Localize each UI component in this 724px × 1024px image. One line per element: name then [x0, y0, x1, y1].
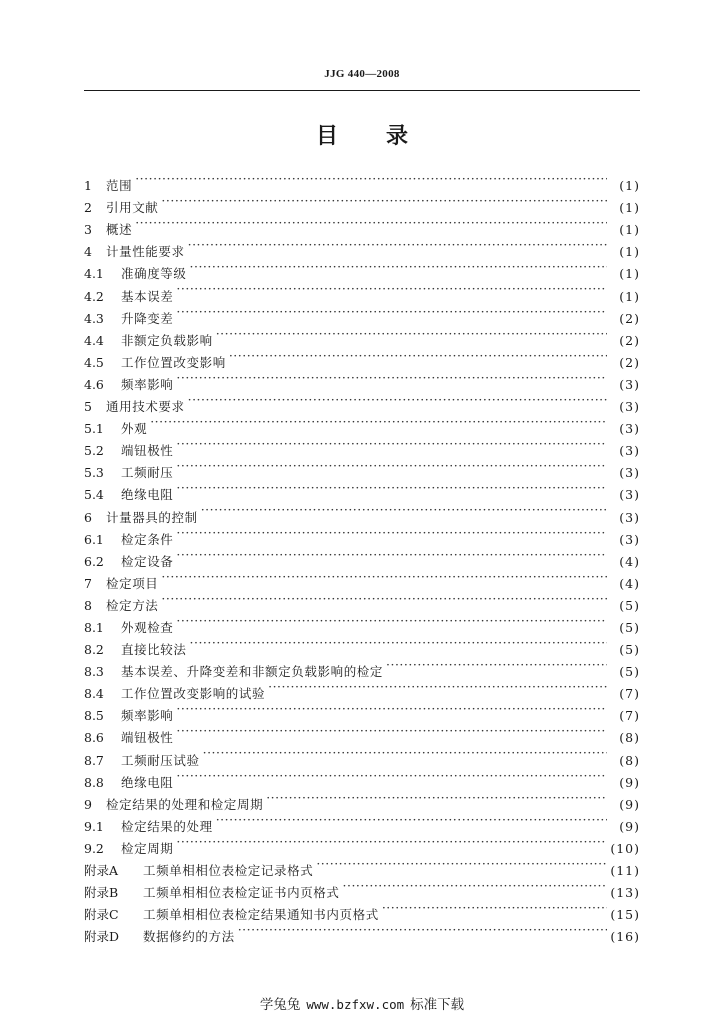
page-title: 目录	[315, 124, 456, 149]
toc-entry-page: (15)	[610, 907, 640, 923]
toc-entry-title: 检定周期	[121, 840, 174, 856]
toc-dot-leader	[343, 875, 607, 897]
toc-dot-leader	[176, 367, 607, 389]
toc-dot-leader	[268, 676, 607, 698]
toc-dot-leader	[176, 720, 607, 742]
toc-dot-leader	[188, 389, 607, 411]
toc-entry-number: 附录D	[84, 929, 120, 945]
toc-entry-page: (3)	[619, 399, 640, 415]
toc-entry-page: (5)	[619, 642, 640, 658]
toc-entry-page: (9)	[619, 796, 640, 812]
toc-dot-leader	[176, 301, 607, 323]
toc-dot-leader	[176, 477, 607, 499]
toc-dot-leader	[382, 897, 607, 919]
toc-entry-page: (8)	[619, 730, 640, 746]
toc-entry-number: 5.2	[84, 443, 104, 459]
toc-dot-leader	[161, 190, 607, 212]
toc-dot-leader	[190, 256, 607, 278]
toc-dot-leader	[238, 919, 607, 941]
toc-entry-page: (1)	[619, 288, 640, 304]
toc-entry-page: (3)	[619, 531, 640, 547]
toc-entry-title: 频率影响	[121, 708, 174, 724]
toc-entry[interactable]	[84, 190, 640, 216]
toc-entry-number: 7	[84, 575, 92, 591]
toc-entry-page: (13)	[610, 885, 640, 901]
toc-entry-title: 计量性能要求	[106, 244, 185, 260]
toc-dot-leader	[176, 698, 607, 720]
toc-dot-leader	[161, 588, 607, 610]
toc-entry[interactable]	[84, 212, 640, 238]
toc-dot-leader	[135, 212, 607, 234]
toc-entry-page: (1)	[619, 178, 640, 194]
footer-watermark	[0, 993, 724, 1013]
toc-entry-number: 8.6	[84, 730, 104, 746]
toc-entry-page: (2)	[619, 310, 640, 326]
toc-entry-title: 端钮极性	[121, 443, 174, 459]
toc-entry[interactable]	[84, 411, 640, 437]
toc-entry-number: 9.2	[84, 840, 104, 856]
toc-entry-number: 3	[84, 222, 92, 238]
toc-dot-leader	[161, 566, 607, 588]
toc-entry-page: (2)	[619, 354, 640, 370]
toc-entry[interactable]	[84, 168, 640, 194]
toc-dot-leader	[229, 345, 607, 367]
toc-entry-page: (5)	[619, 619, 640, 635]
footer-tagline: 标准下载	[410, 997, 465, 1013]
toc-entry-page: (3)	[619, 465, 640, 481]
toc-entry-title: 检定方法	[106, 597, 159, 613]
toc-entry-title: 升降变差	[121, 310, 174, 326]
toc-entry-title: 基本误差	[121, 288, 174, 304]
toc-entry-number: 4.6	[84, 376, 104, 392]
toc-entry-title: 绝缘电阻	[121, 487, 174, 503]
toc-entry-page: (7)	[619, 686, 640, 702]
toc-entry-number: 9	[84, 796, 92, 812]
toc-dot-leader	[216, 323, 607, 345]
toc-entry-title: 端钮极性	[121, 730, 174, 746]
toc-entry-number: 9.1	[84, 818, 104, 834]
toc-entry-page: (3)	[619, 509, 640, 525]
toc-entry-number: 4.5	[84, 354, 104, 370]
toc-entry-title: 绝缘电阻	[121, 774, 174, 790]
toc-dot-leader	[216, 809, 607, 831]
toc-entry-number: 6.2	[84, 553, 104, 569]
toc-entry-title: 数据修约的方法	[143, 929, 235, 945]
toc-entry-page: (11)	[610, 863, 640, 878]
toc-dot-leader	[188, 234, 607, 256]
toc-entry-title: 检定条件	[121, 531, 174, 547]
toc-entry-number: 4.1	[84, 266, 104, 282]
footer-site-name: 学兔兔	[259, 997, 301, 1013]
toc-entry-page: (3)	[619, 443, 640, 459]
toc-dot-leader	[386, 654, 607, 676]
toc-entry-number: 8.2	[84, 642, 104, 658]
toc-dot-leader	[266, 787, 607, 809]
toc-dot-leader	[176, 544, 607, 566]
toc-entry-page: (2)	[619, 332, 640, 348]
toc-entry-page: (4)	[619, 553, 640, 569]
toc-entry-page: (1)	[619, 266, 640, 282]
toc-entry-title: 工作位置改变影响的试验	[121, 686, 266, 702]
toc-entry-page: (4)	[619, 575, 640, 591]
toc-entry-page: (5)	[619, 597, 640, 613]
toc-entry[interactable]	[84, 433, 640, 459]
toc-entry-number: 2	[84, 200, 92, 216]
document-code-header: JJG 440—2008	[324, 68, 400, 80]
toc-entry-page: (3)	[619, 421, 640, 437]
toc-entry-page: (7)	[619, 708, 640, 724]
toc-entry-number: 附录C	[84, 907, 119, 923]
footer-url[interactable]: www.bzfxw.com	[306, 997, 405, 1012]
toc-dot-leader	[190, 632, 607, 654]
toc-entry-title: 频率影响	[121, 376, 174, 392]
toc-entry-title: 概述	[106, 222, 133, 238]
toc-dot-leader	[176, 433, 607, 455]
toc-entry-number: 附录B	[84, 885, 119, 901]
toc-dot-leader	[135, 168, 607, 190]
toc-entry-title: 工频单相相位表检定结果通知书内页格式	[143, 907, 379, 923]
toc-entry-title: 通用技术要求	[106, 399, 185, 415]
toc-entry-title: 工频耐压试验	[121, 752, 200, 768]
toc-dot-leader	[316, 853, 607, 875]
toc-entry[interactable]	[84, 610, 640, 635]
toc-dot-leader	[203, 742, 607, 764]
toc-entry-title: 检定结果的处理和检定周期	[106, 796, 264, 812]
toc-entry-page: (5)	[619, 664, 640, 680]
toc-dot-leader	[176, 831, 607, 853]
toc-entry-title: 外观	[121, 421, 148, 437]
toc-entry-page: (1)	[619, 222, 640, 238]
toc-entry-page: (1)	[619, 244, 640, 260]
toc-dot-leader	[176, 610, 607, 632]
toc-entry-title: 检定结果的处理	[121, 818, 213, 834]
toc-entry-number: 1	[84, 178, 92, 194]
toc-entry-page: (8)	[619, 752, 640, 768]
toc-dot-leader	[201, 499, 607, 521]
toc-entry[interactable]	[84, 588, 640, 613]
toc-entry-title: 检定设备	[121, 553, 174, 569]
toc-entry-title: 基本误差、升降变差和非额定负载影响的检定	[121, 664, 384, 680]
toc-entry-title: 直接比较法	[121, 642, 187, 658]
toc-entry-title: 工频耐压	[121, 465, 174, 481]
toc-entry-title: 工频单相相位表检定证书内页格式	[143, 885, 340, 901]
toc-entry-page: (3)	[619, 487, 640, 503]
toc-entry-page: (3)	[619, 376, 640, 392]
toc-entry-number: 4.2	[84, 288, 104, 304]
toc-entry-title: 引用文献	[106, 200, 159, 216]
toc-entry-number: 8.5	[84, 708, 104, 724]
toc-entry-number: 8.3	[84, 664, 104, 680]
toc-entry-number: 8	[84, 597, 92, 613]
toc-dot-leader	[176, 522, 607, 544]
toc-dot-leader	[176, 765, 607, 787]
toc-entry-number: 8.7	[84, 752, 104, 768]
toc-entry-page: (10)	[610, 840, 640, 856]
toc-entry-page: (9)	[619, 774, 640, 790]
toc-entry-number: 4.3	[84, 310, 104, 326]
toc-entry-number: 5	[84, 399, 92, 415]
toc-entry-title: 非额定负载影响	[121, 332, 213, 348]
toc-entry-title: 检定项目	[106, 575, 159, 591]
toc-entry-page: (16)	[610, 929, 640, 945]
toc-dot-leader	[176, 278, 607, 300]
toc-entry-title: 外观检查	[121, 619, 174, 635]
toc-entry-number: 5.4	[84, 487, 104, 503]
toc-dot-leader	[176, 455, 607, 477]
toc-entry-number: 5.3	[84, 465, 104, 481]
toc-entry[interactable]	[84, 234, 640, 260]
toc-entry-title: 范围	[106, 178, 133, 194]
toc-entry-number: 8.1	[84, 619, 104, 635]
toc-entry-title: 工作位置改变影响	[121, 354, 226, 370]
toc-entry-number: 4	[84, 244, 92, 260]
toc-entry-number: 5.1	[84, 421, 104, 437]
toc-entry-number: 6.1	[84, 531, 104, 547]
toc-entry-title: 计量器具的控制	[106, 509, 198, 525]
toc-entry-number: 附录A	[84, 863, 119, 878]
toc-entry-number: 8.4	[84, 686, 104, 702]
toc-entry-title: 工频单相相位表检定记录格式	[143, 863, 314, 878]
toc-dot-leader	[150, 411, 607, 433]
toc-entry-number: 8.8	[84, 774, 104, 790]
toc-entry-page: (9)	[619, 818, 640, 834]
toc-entry[interactable]	[84, 566, 640, 591]
header-rule	[84, 90, 640, 91]
toc-entry-number: 6	[84, 509, 92, 525]
toc-entry-page: (1)	[619, 200, 640, 216]
toc-entry-number: 4.4	[84, 332, 104, 348]
table-of-contents	[84, 168, 640, 945]
toc-entry-title: 准确度等级	[121, 266, 187, 282]
